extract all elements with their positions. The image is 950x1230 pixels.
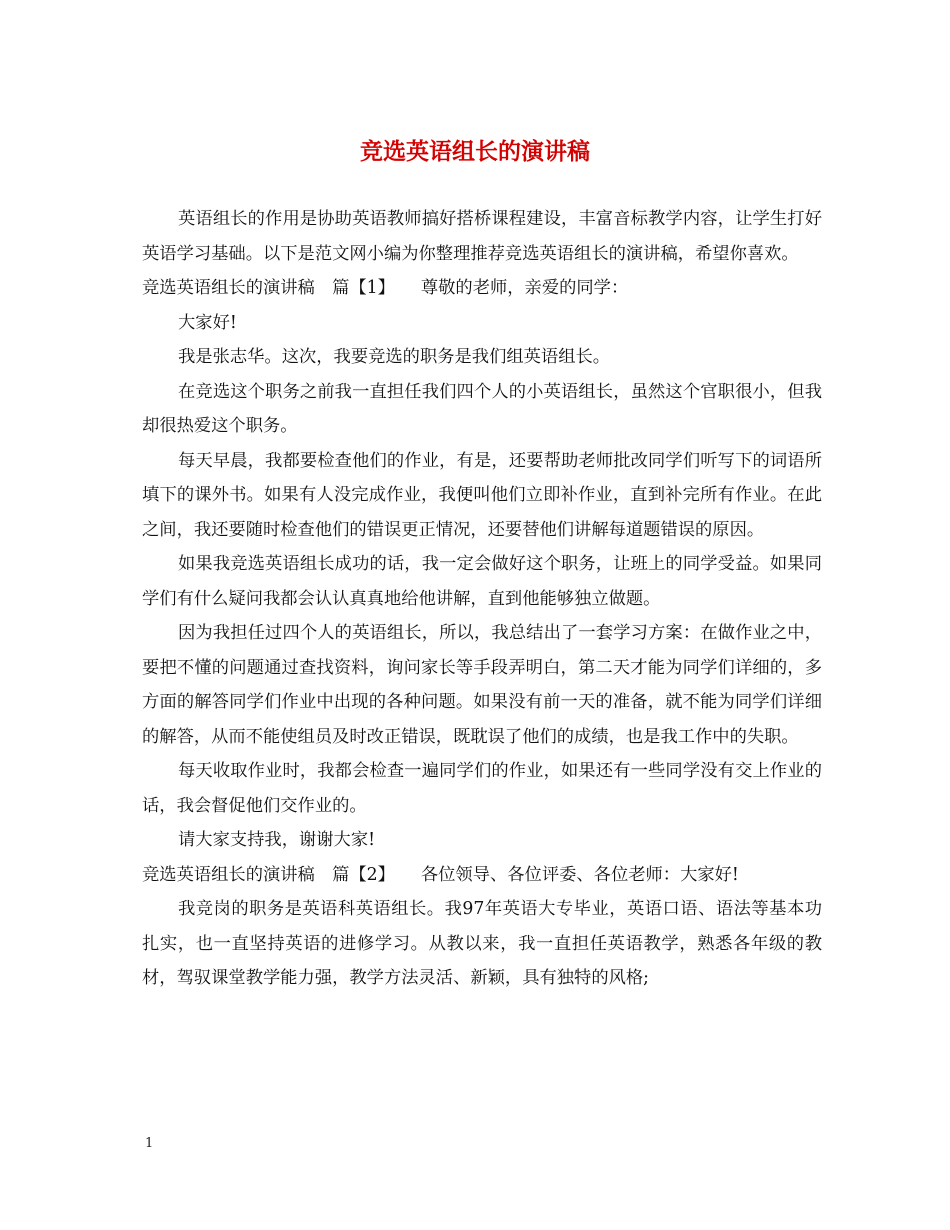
section-1-paragraph: 请大家支持我，谢谢大家! [178,830,376,850]
document-body [142,202,822,996]
section-1-paragraph: 如果我竞选英语组长成功的话，我一定会做好这个职务，让班上的同学受益。如果同学们有什么疑问我都会认认真真地给他讲解，直到他能够独立做题。 [142,554,822,609]
section-1-paragraph: 每天收取作业时，我都会检查一遍同学们的作业，如果还有一些同学没有交上作业的话，我会督促他们交作业的。 [142,761,822,816]
section-1-heading: 竞选英语组长的演讲稿 篇【1】 尊敬的老师，亲爱的同学： [142,278,629,298]
section-1-paragraph: 大家好! [178,312,237,333]
section-1-paragraph: 我是张志华。这次，我要竞选的职务是我们组英语组长。 [178,347,611,367]
intro-paragraph: 英语组长的作用是协助英语教师搞好搭桥课程建设，丰富音标教学内容，让学生打好英语学习基础。以下是范文网小编为你整理推荐竞选英语组长的演讲稿，希望你喜欢。 [142,209,822,264]
section-1-paragraph: 在竞选这个职务之前我一直担任我们四个人的小英语组长，虽然这个官职很小，但我却很热爱这个职务。 [142,381,822,436]
page-number: 1 [145,1136,154,1151]
document-title: 竞选英语组长的演讲稿 [360,138,590,165]
section-1-paragraph: 因为我担任过四个人的英语组长，所以，我总结出了一套学习方案：在做作业之中，要把不懂的问题通过查找资料，询问家长等手段弄明白，第二天才能为同学们详细的，多方面的解答同学们作业中出现的各种问题。如果没有前一天的准备，就不能为同学们详细的解答，从而不能使组员及时改正错误，既耽误了他们的成绩，也是我工作中的失职。 [142,623,822,747]
section-2-paragraph: 我竞岗的职务是英语科英语组长。我97年英语大专毕业，英语口语、语法等基本功扎实，也一直坚持英语的进修学习。从教以来，我一直担任英语教学，熟悉各年级的教材，驾驭课堂教学能力强，教学方法灵活、新颖，具有独特的风格; [142,899,822,988]
section-2-heading: 竞选英语组长的演讲稿 篇【2】 各位领导、各位评委、各位老师：大家好! [142,864,739,885]
section-1-paragraph: 每天早晨，我都要检查他们的作业，有是，还要帮助老师批改同学们听写下的词语所填下的课外书。如果有人没完成作业，我便叫他们立即补作业，直到补完所有作业。在此之间，我还要随时检查他们的错误更正情况，还要替他们讲解每道题错误的原因。 [142,450,822,540]
